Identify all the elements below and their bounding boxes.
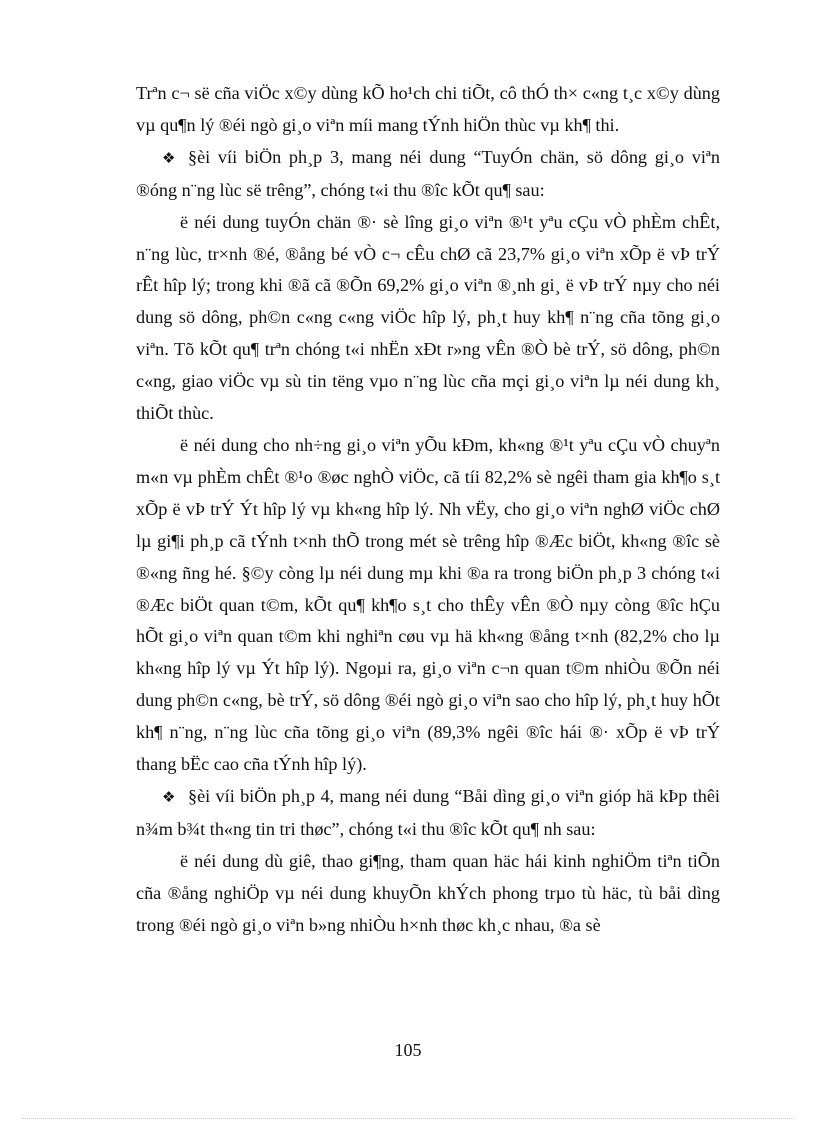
diamond-bullet-icon: ❖	[162, 148, 176, 167]
bullet-paragraph-measure-4	[136, 781, 720, 846]
paragraph-training: ë néi dung dù giê, thao gi¶ng, tham quan häc hái kinh nghiÖm tiªn tiÕn cña ®ång nghiÖp vµ néi dung khuyÕn khÝch phong trµo tù häc, tù båi dìng trong ®éi ngò gi¸o viªn b»ng nhiÒu h×nh thøc kh¸c nhau, ®a sè	[136, 850, 720, 935]
bullet-paragraph-measure-3	[136, 142, 720, 207]
body-text	[136, 78, 720, 941]
page-bottom-rule	[22, 1118, 794, 1119]
paragraph-recruitment: ë néi dung tuyÓn chän ®· sè lîng gi¸o viªn ®¹t yªu cÇu vÒ phÈm chÊt, n¨ng lùc, tr×nh ®é, ®ång bé vÒ c¬ cÊu chØ cã 23,7% gi¸o viªn xÕp ë vÞ trÝ rÊt hîp lý; trong khi ®ã cã ®Õn 69,2% gi¸o viªn ®¸nh gi¸ ë vÞ trÝ nµy cho néi dung sö dông, ph©n c«ng c«ng viÖc hîp lý, ph¸t huy kh¶ n¨ng cña tõng gi¸o viªn. Tõ kÕt qu¶ trªn chóng t«i nhËn xÐt r»ng vÊn ®Ò bè trÝ, sö dông, ph©n c«ng, giao viÖc vµ sù tin tëng vµo n¨ng lùc cña mçi gi¸o viªn lµ néi dung kh¸ thiÕt thùc.	[136, 211, 720, 424]
paragraph-continuation: Trªn c¬ së cña viÖc x©y dùng kÕ ho¹ch chi tiÕt, cô thÓ th× c«ng t¸c x©y dùng vµ qu¶n lý ®éi ngò gi¸o viªn míi mang tÝnh hiÖn thùc vµ kh¶ thi.	[136, 83, 720, 135]
paragraph-text: §èi víi biÖn ph¸p 4, mang néi dung “Båi dìng gi¸o viªn gióp hä kÞp thêi n¾m b¾t th«ng tin tri thøc”, chóng t«i thu ®îc kÕt qu¶ nh sau:	[136, 785, 720, 839]
diamond-bullet-icon: ❖	[162, 787, 176, 806]
paragraph-weak-teachers: ë néi dung cho nh÷ng gi¸o viªn yÕu kÐm, kh«ng ®¹t yªu cÇu vÒ chuyªn m«n vµ phÈm chÊt ®¹o ®øc nghÒ viÖc, cã tíi 82,2% sè ngêi tham gia kh¶o s¸t xÕp ë vÞ trÝ Ýt hîp lý vµ kh«ng hîp lý. Nh vËy, cho gi¸o viªn nghØ viÖc chØ lµ gi¶i ph¸p cã tÝnh t×nh thÕ trong mét sè trêng hîp ®Æc biÖt, kh«ng ®îc sè ®«ng ñng hé. §©y còng lµ néi dung mµ khi ®a ra trong biÖn ph¸p 3 chóng t«i ®Æc biÖt quan t©m, kÕt qu¶ kh¶o s¸t cho thÊy vÊn ®Ò nµy còng ®îc hÇu hÕt gi¸o viªn quan t©m khi nghiªn cøu vµ hä kh«ng ®ång t×nh (82,2% cho lµ kh«ng hîp lý vµ Ýt hîp lý). Ngoµi ra, gi¸o viªn c¬n quan t©m nhiÒu ®Õn néi dung ph©n c«ng, bè trÝ, sö dông ®éi ngò gi¸o viªn sao cho hîp lý, ph¸t huy hÕt kh¶ n¨ng, n¨ng lùc cña tõng gi¸o viªn (89,3% ngêi ®îc hái ®· xÕp ë vÞ trÝ thang bËc cao cña tÝnh hîp lý).	[136, 434, 720, 775]
page-number: 105	[394, 1040, 422, 1060]
paragraph-text: §èi víi biÖn ph¸p 3, mang néi dung “TuyÓn chän, sö dông gi¸o viªn ®óng n¨ng lùc së trêng”, chóng t«i thu ®îc kÕt qu¶ sau:	[136, 146, 720, 200]
